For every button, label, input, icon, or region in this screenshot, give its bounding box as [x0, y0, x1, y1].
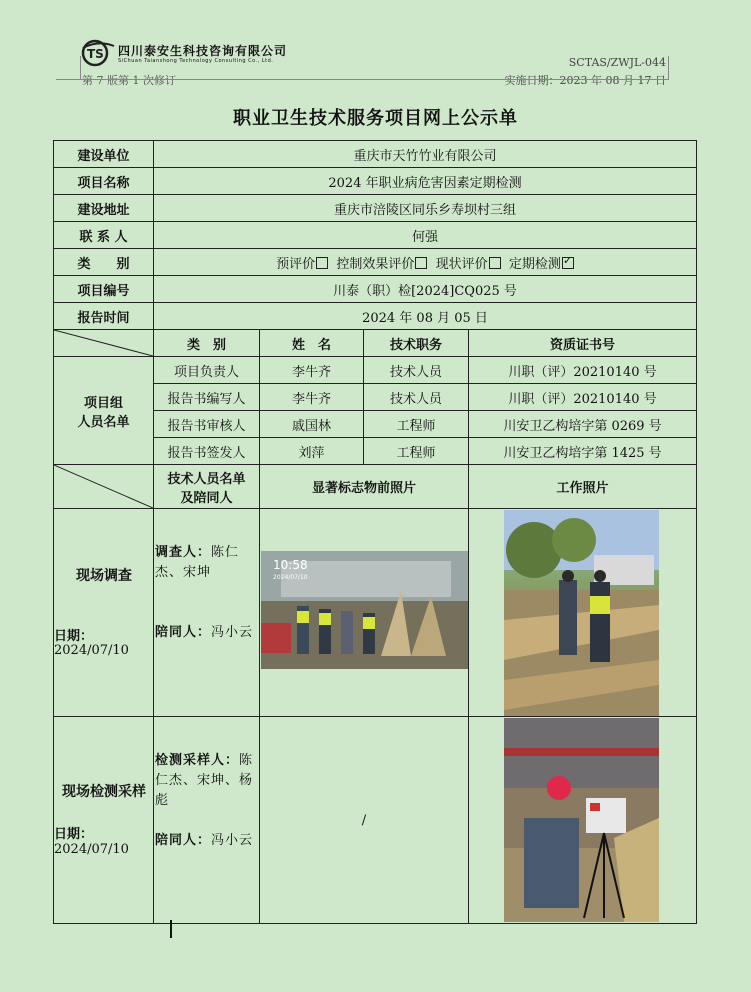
svg-text:TS: TS — [87, 47, 104, 61]
option-periodic-testing[interactable]: 定期检测✓ — [509, 257, 574, 272]
checkbox-icon[interactable] — [489, 257, 501, 269]
sampling-sign-photo-cell: / — [260, 717, 469, 924]
team-header-name: 姓 名 — [260, 330, 364, 357]
survey-work-photo-cell — [469, 509, 697, 717]
team-row-title: 工程师 — [364, 438, 469, 465]
category-label: 类 别 — [54, 249, 154, 276]
survey-label: 现场调查 — [76, 568, 132, 584]
sign-photo-header: 显著标志物前照片 — [260, 465, 469, 509]
sampler-value: 陈仁杰、宋坤、杨彪 — [155, 753, 254, 808]
project-name-value: 2024 年职业病危害因素定期检测 — [154, 168, 697, 195]
team-row-role: 报告书编写人 — [154, 384, 260, 411]
survey-staff-cell — [154, 509, 260, 717]
investigator-label: 调查人： — [155, 545, 212, 560]
option-status-evaluation[interactable]: 现状评价 — [436, 257, 501, 272]
work-photo-header: 工作照片 — [469, 465, 697, 509]
companion-label: 陪同人： — [155, 833, 212, 848]
team-row-cert: 川职（评）20210140 号 — [469, 384, 697, 411]
team-group-label: 项目组 人员名单 — [54, 357, 154, 465]
project-code-label: 项目编号 — [54, 276, 154, 303]
team-header-title: 技术职务 — [364, 330, 469, 357]
survey-date-label: 日期： — [54, 629, 94, 644]
margin-mark — [80, 56, 81, 80]
report-time-value: 2024 年 08 月 05 日 — [154, 303, 697, 330]
report-time-label: 报告时间 — [54, 303, 154, 330]
document-code: SCTAS/ZWJL-044 — [568, 56, 666, 69]
company-name-cn: 四川泰安生科技咨询有限公司 — [118, 44, 288, 58]
diagonal-header-cell — [54, 330, 154, 357]
survey-sign-photo-cell — [260, 509, 469, 717]
margin-mark — [668, 56, 669, 80]
team-header-role: 类 别 — [154, 330, 260, 357]
survey-label-cell — [54, 509, 154, 717]
checkbox-icon[interactable] — [415, 257, 427, 269]
investigator-value: 陈仁杰、宋坤 — [155, 545, 240, 580]
document-header — [78, 38, 678, 90]
team-row-cert: 川安卫乙构培字第 1425 号 — [469, 438, 697, 465]
text-cursor — [170, 920, 172, 938]
option-control-effect[interactable]: 控制效果评价 — [336, 257, 427, 272]
company-logo — [78, 38, 118, 68]
staff-column-header: 技术人员名单 及陪同人 — [154, 465, 260, 509]
companion-label: 陪同人： — [155, 625, 212, 640]
implementation-date: 实施日期：2023 年 08 月 17 日 — [504, 74, 666, 87]
team-row-cert: 川安卫乙构培字第 0269 号 — [469, 411, 697, 438]
sampling-label-cell — [54, 717, 154, 924]
team-row-name: 戚国林 — [260, 411, 364, 438]
team-row-role: 报告书签发人 — [154, 438, 260, 465]
unit-label: 建设单位 — [54, 141, 154, 168]
sampling-staff-cell — [154, 717, 260, 924]
sampling-work-photo — [504, 718, 659, 922]
checked-checkbox-icon[interactable] — [562, 257, 574, 269]
survey-sign-photo — [261, 551, 468, 669]
team-header-cert: 资质证书号 — [469, 330, 697, 357]
companion-value: 冯小云 — [211, 625, 254, 640]
checkbox-icon[interactable] — [316, 257, 328, 269]
team-row-cert: 川职（评）20210140 号 — [469, 357, 697, 384]
photo-datestamp: 2024/07/10 — [273, 574, 308, 581]
company-name-en: SiChuan Taianshong Technology Consulting Co., Ltd. — [118, 58, 274, 64]
sampling-date-label: 日期： — [54, 827, 94, 842]
photo-timestamp: 10:58 — [273, 558, 308, 572]
team-row-role: 报告书审核人 — [154, 411, 260, 438]
team-row-name: 李牛齐 — [260, 384, 364, 411]
page-title: 职业卫生技术服务项目网上公示单 — [233, 108, 518, 129]
address-value: 重庆市涪陵区同乐乡寿坝村三组 — [154, 195, 697, 222]
category-options — [154, 249, 697, 276]
team-row-name: 李牛齐 — [260, 357, 364, 384]
team-row-role: 项目负责人 — [154, 357, 260, 384]
sampling-work-photo-cell — [469, 717, 697, 924]
survey-work-photo — [504, 510, 659, 716]
project-name-label: 项目名称 — [54, 168, 154, 195]
version-note: 第 7 版第 1 次修订 — [82, 74, 176, 87]
companion-value: 冯小云 — [211, 833, 254, 848]
team-row-name: 刘萍 — [260, 438, 364, 465]
option-pre-evaluation[interactable]: 预评价 — [276, 257, 328, 272]
publicity-table — [53, 140, 697, 924]
project-code-value: 川泰（职）检[2024]CQ025 号 — [154, 276, 697, 303]
contact-value: 何强 — [154, 222, 697, 249]
unit-value: 重庆市天竹竹业有限公司 — [154, 141, 697, 168]
header-divider — [56, 79, 668, 80]
sampler-label: 检测采样人： — [155, 753, 240, 768]
diagonal-header-cell — [54, 465, 154, 509]
team-row-title: 工程师 — [364, 411, 469, 438]
sampling-date: 2024/07/10 — [54, 842, 129, 857]
team-row-title: 技术人员 — [364, 384, 469, 411]
sampling-label: 现场检测采样 — [62, 784, 146, 800]
address-label: 建设地址 — [54, 195, 154, 222]
team-row-title: 技术人员 — [364, 357, 469, 384]
survey-date: 2024/07/10 — [54, 643, 129, 658]
contact-label: 联 系 人 — [54, 222, 154, 249]
